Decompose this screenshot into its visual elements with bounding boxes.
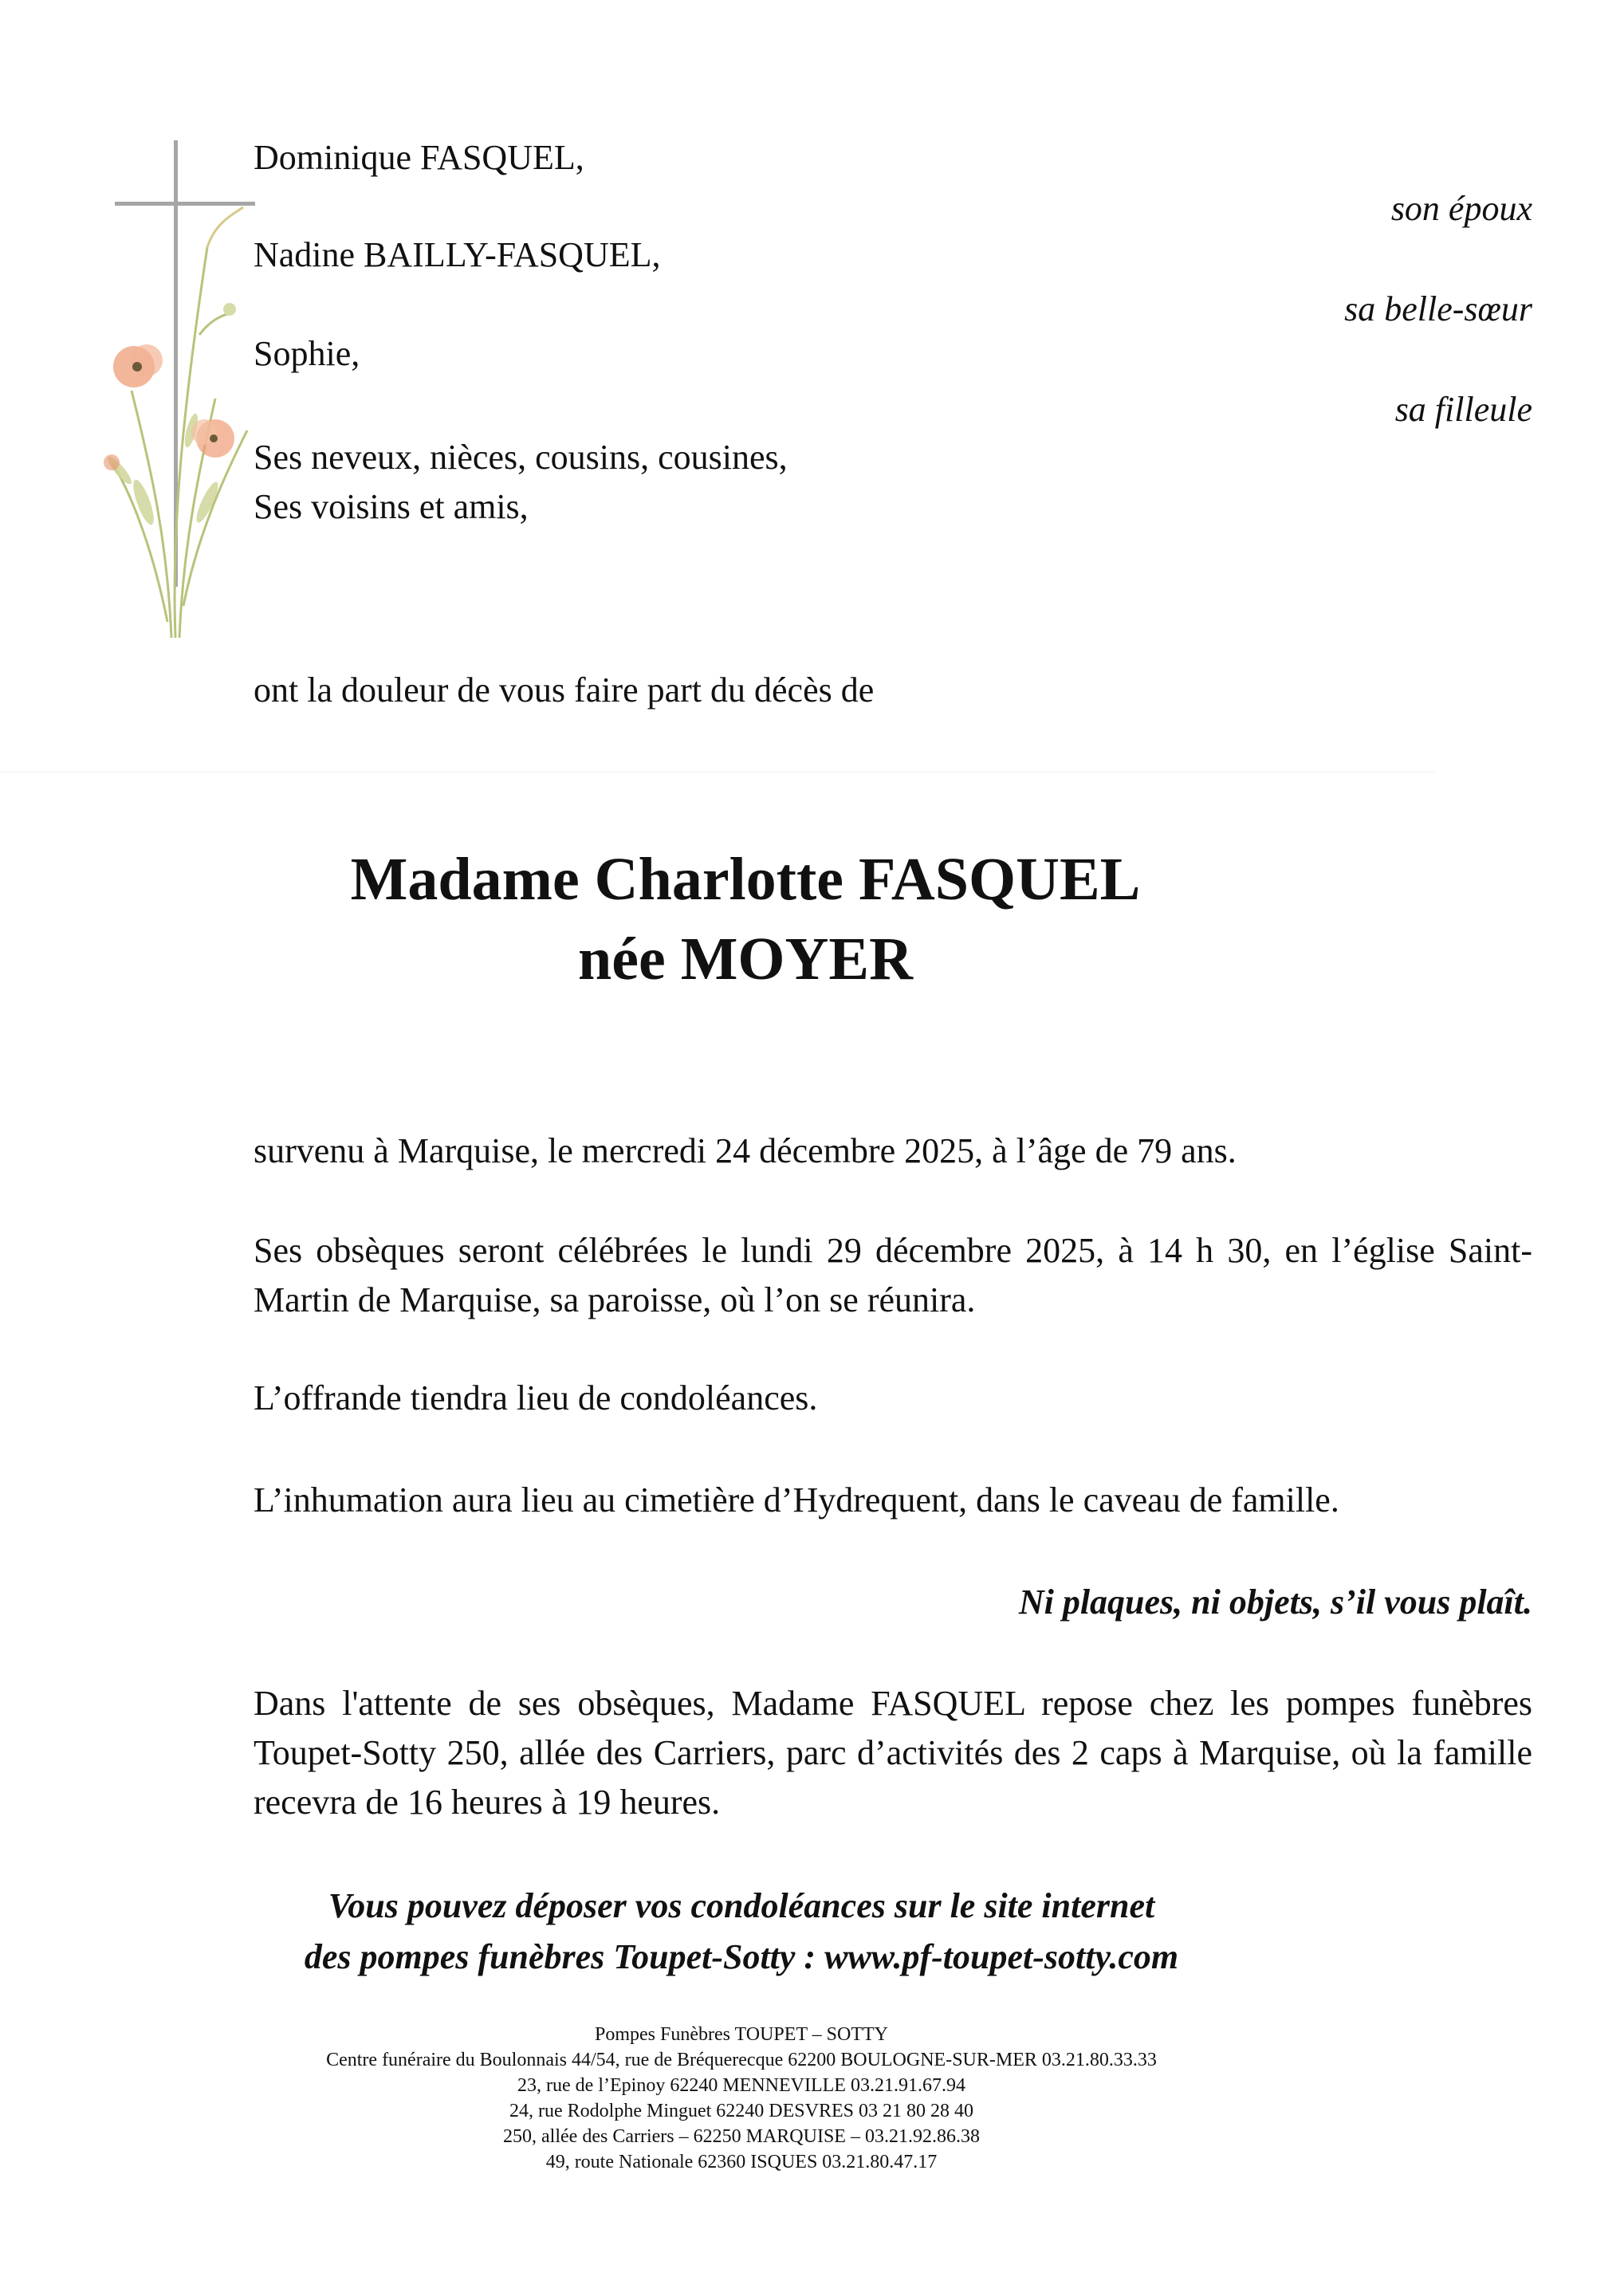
funeral-details: Ses obsèques seront célébrées le lundi 29 décembre 2025, à 14 h 30, en l’église Saint-Martin de Marquise, sa paroisse, où l’on se réunira. xyxy=(254,1231,1532,1319)
footer-address-menneville: 23, rue de l’Epinoy 62240 MENNEVILLE 03.21.91.67.94 xyxy=(517,2075,965,2096)
cross-horizontal xyxy=(115,202,255,206)
family-neighbors-friends: Ses voisins et amis, xyxy=(254,487,529,526)
footer-company: Pompes Funèbres TOUPET – SOTTY xyxy=(594,2024,888,2045)
condolences-line-2: des pompes funèbres Toupet-Sotty : www.pf-toupet-sotty.com xyxy=(304,1937,1179,1976)
deceased-name: Madame Charlotte FASQUEL xyxy=(350,846,1141,913)
family-member-2: Nadine BAILLY-FASQUEL, xyxy=(254,235,661,274)
repose-details: Dans l'attente de ses obsèques, Madame FASQUEL repose chez les pompes funèbres Toupet-Sotty 250, allée des Carriers, parc d’activités des 2 caps à Marquise, où la famille recevra de 16 heures à 19 heures. xyxy=(254,1684,1532,1822)
deceased-maiden-name: née MOYER xyxy=(577,926,914,993)
footer-address-marquise: 250, allée des Carriers – 62250 MARQUISE – 03.21.92.86.38 xyxy=(503,2126,980,2147)
family-member-1: Dominique FASQUEL, xyxy=(254,138,584,177)
faint-divider xyxy=(0,772,1435,773)
relation-goddaughter: sa filleule xyxy=(1394,390,1532,429)
no-plaques-notice: Ni plaques, ni objets, s’il vous plaît. xyxy=(1018,1582,1532,1622)
footer-address-isques: 49, route Nationale 62360 ISQUES 03.21.80.47.17 xyxy=(545,2152,938,2172)
offering-notice: L’offrande tiendra lieu de condoléances. xyxy=(254,1378,818,1417)
footer-address-boulogne: Centre funéraire du Boulonnais 44/54, rue de Bréquerecque 62200 BOULOGNE-SUR-MER 03.21.80.33.33 xyxy=(326,2050,1157,2070)
condolences-line-1: Vous pouvez déposer vos condoléances sur le site internet xyxy=(328,1886,1155,1925)
footer-address-desvres: 24, rue Rodolphe Minguet 62240 DESVRES 03 21 80 28 40 xyxy=(509,2101,973,2121)
cross-flowers-illustration xyxy=(96,128,255,670)
relation-sister-in-law: sa belle-sœur xyxy=(1344,289,1532,328)
poppy-flowers xyxy=(104,303,236,470)
burial-details: L’inhumation aura lieu au cimetière d’Hydrequent, dans le caveau de famille. xyxy=(254,1480,1339,1520)
family-member-3: Sophie, xyxy=(254,334,360,373)
death-details: survenu à Marquise, le mercredi 24 décembre 2025, à l’âge de 79 ans. xyxy=(254,1131,1237,1170)
family-extended: Ses neveux, nièces, cousins, cousines, xyxy=(254,438,788,477)
flower-stems xyxy=(112,207,247,638)
announcement-line: ont la douleur de vous faire part du décès de xyxy=(254,670,875,710)
relation-spouse: son époux xyxy=(1390,189,1532,228)
